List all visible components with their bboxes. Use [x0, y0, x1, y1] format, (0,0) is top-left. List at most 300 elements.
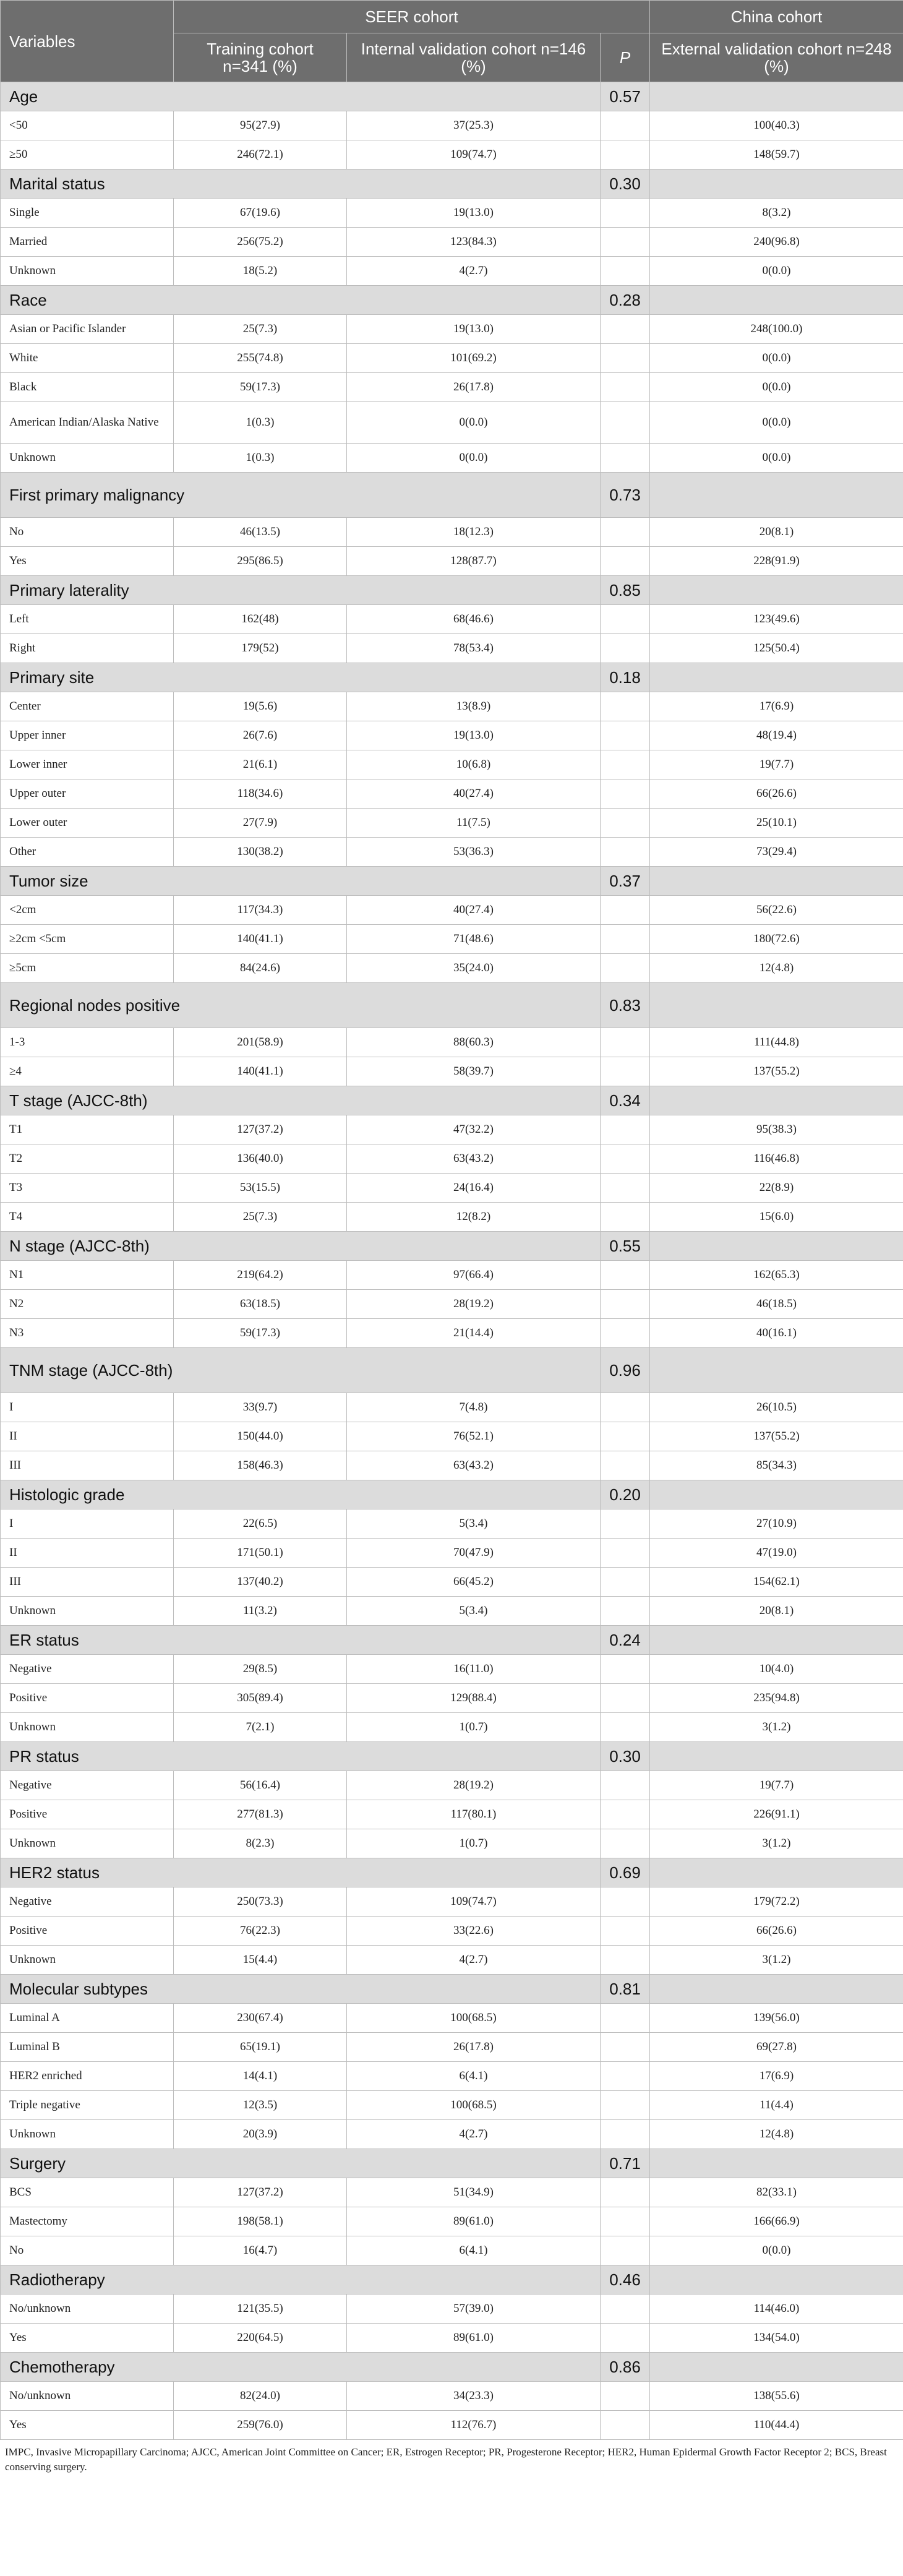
training-value: 171(50.1) — [174, 1539, 347, 1568]
external-value: 3(1.2) — [650, 1829, 903, 1858]
table-row — [1, 2091, 903, 2120]
p-empty-cell — [601, 1887, 650, 1917]
training-value: 59(17.3) — [174, 373, 347, 402]
training-value: 127(37.2) — [174, 2178, 347, 2207]
row-label: Yes — [1, 2411, 174, 2440]
p-empty-cell — [601, 2120, 650, 2149]
table-row — [1, 1174, 903, 1203]
row-label: T4 — [1, 1203, 174, 1232]
table-row — [1, 809, 903, 838]
section-empty-cell — [650, 1626, 903, 1655]
p-empty-cell — [601, 518, 650, 547]
external-value: 19(7.7) — [650, 1771, 903, 1800]
p-empty-cell — [601, 779, 650, 809]
row-label: Black — [1, 373, 174, 402]
p-empty-cell — [601, 2178, 650, 2207]
internal-value: 57(39.0) — [347, 2295, 601, 2324]
section-title: Tumor size — [1, 867, 601, 896]
p-empty-cell — [601, 2324, 650, 2353]
training-value: 198(58.1) — [174, 2207, 347, 2236]
training-value: 150(44.0) — [174, 1422, 347, 1451]
row-label: T2 — [1, 1144, 174, 1174]
internal-value: 24(16.4) — [347, 1174, 601, 1203]
training-value: 220(64.5) — [174, 2324, 347, 2353]
external-value: 134(54.0) — [650, 2324, 903, 2353]
table-row — [1, 1319, 903, 1348]
external-value: 27(10.9) — [650, 1509, 903, 1539]
external-value: 12(4.8) — [650, 954, 903, 983]
section-header-row — [1, 1348, 903, 1393]
external-value: 139(56.0) — [650, 2004, 903, 2033]
row-label: I — [1, 1393, 174, 1422]
row-label: N3 — [1, 1319, 174, 1348]
internal-value: 26(17.8) — [347, 2033, 601, 2062]
external-value: 0(0.0) — [650, 344, 903, 373]
section-header-row — [1, 170, 903, 199]
section-p-value: 0.18 — [601, 663, 650, 692]
row-label: Unknown — [1, 1946, 174, 1975]
section-title: Chemotherapy — [1, 2353, 601, 2382]
p-empty-cell — [601, 111, 650, 140]
external-value: 11(4.4) — [650, 2091, 903, 2120]
internal-value: 11(7.5) — [347, 809, 601, 838]
internal-value: 28(19.2) — [347, 1290, 601, 1319]
p-empty-cell — [601, 1800, 650, 1829]
row-label: 1-3 — [1, 1028, 174, 1057]
p-empty-cell — [601, 1028, 650, 1057]
section-p-value: 0.46 — [601, 2265, 650, 2295]
row-label: Center — [1, 692, 174, 721]
external-value: 40(16.1) — [650, 1319, 903, 1348]
p-empty-cell — [601, 2295, 650, 2324]
training-value: 59(17.3) — [174, 1319, 347, 1348]
p-empty-cell — [601, 1057, 650, 1086]
external-value: 46(18.5) — [650, 1290, 903, 1319]
section-header-row — [1, 1480, 903, 1509]
table-row — [1, 2033, 903, 2062]
p-empty-cell — [601, 344, 650, 373]
external-value: 100(40.3) — [650, 111, 903, 140]
internal-value: 109(74.7) — [347, 140, 601, 170]
training-value: 305(89.4) — [174, 1684, 347, 1713]
section-p-value: 0.71 — [601, 2149, 650, 2178]
section-header-row — [1, 1626, 903, 1655]
external-value: 226(91.1) — [650, 1800, 903, 1829]
row-label: Left — [1, 605, 174, 634]
training-value: 140(41.1) — [174, 925, 347, 954]
section-header-row — [1, 473, 903, 518]
table-row — [1, 315, 903, 344]
row-label: III — [1, 1568, 174, 1597]
table-row — [1, 1144, 903, 1174]
training-value: 259(76.0) — [174, 2411, 347, 2440]
internal-value: 34(23.3) — [347, 2382, 601, 2411]
row-label: N1 — [1, 1261, 174, 1290]
section-empty-cell — [650, 576, 903, 605]
row-label: ≥50 — [1, 140, 174, 170]
p-empty-cell — [601, 1319, 650, 1348]
table-row — [1, 1261, 903, 1290]
row-label: II — [1, 1539, 174, 1568]
p-empty-cell — [601, 315, 650, 344]
training-value: 53(15.5) — [174, 1174, 347, 1203]
training-value: 137(40.2) — [174, 1568, 347, 1597]
training-value: 18(5.2) — [174, 257, 347, 286]
table-row — [1, 1509, 903, 1539]
table-row — [1, 402, 903, 444]
training-value: 11(3.2) — [174, 1597, 347, 1626]
external-value: 154(62.1) — [650, 1568, 903, 1597]
table-row — [1, 1290, 903, 1319]
p-empty-cell — [601, 2004, 650, 2033]
external-value: 228(91.9) — [650, 547, 903, 576]
training-value: 219(64.2) — [174, 1261, 347, 1290]
internal-value: 4(2.7) — [347, 2120, 601, 2149]
table-row — [1, 2120, 903, 2149]
training-value: 127(37.2) — [174, 1115, 347, 1144]
row-label: Luminal B — [1, 2033, 174, 2062]
row-label: Negative — [1, 1655, 174, 1684]
training-value: 14(4.1) — [174, 2062, 347, 2091]
p-empty-cell — [601, 1451, 650, 1480]
section-empty-cell — [650, 983, 903, 1028]
internal-value: 123(84.3) — [347, 228, 601, 257]
section-empty-cell — [650, 2149, 903, 2178]
section-title: Primary laterality — [1, 576, 601, 605]
section-header-row — [1, 1742, 903, 1771]
section-empty-cell — [650, 1480, 903, 1509]
row-label: Negative — [1, 1887, 174, 1917]
table-row — [1, 2004, 903, 2033]
training-value: 26(7.6) — [174, 721, 347, 750]
external-value: 85(34.3) — [650, 1451, 903, 1480]
section-title: Race — [1, 286, 601, 315]
training-value: 246(72.1) — [174, 140, 347, 170]
row-label: T1 — [1, 1115, 174, 1144]
header-p-value: P — [601, 33, 650, 82]
table-row — [1, 954, 903, 983]
row-label: American Indian/Alaska Native — [1, 402, 174, 444]
section-empty-cell — [650, 1086, 903, 1115]
table-row — [1, 344, 903, 373]
row-label: Unknown — [1, 257, 174, 286]
p-empty-cell — [601, 838, 650, 867]
training-value: 21(6.1) — [174, 750, 347, 779]
table-row — [1, 721, 903, 750]
table-row — [1, 2411, 903, 2440]
section-p-value: 0.73 — [601, 473, 650, 518]
table-body — [1, 82, 903, 2440]
training-value: 230(67.4) — [174, 2004, 347, 2033]
section-empty-cell — [650, 82, 903, 111]
internal-value: 4(2.7) — [347, 257, 601, 286]
section-header-row — [1, 983, 903, 1028]
table-row — [1, 1946, 903, 1975]
external-value: 166(66.9) — [650, 2207, 903, 2236]
training-value: 295(86.5) — [174, 547, 347, 576]
section-p-value: 0.37 — [601, 867, 650, 896]
row-label: Luminal A — [1, 2004, 174, 2033]
section-header-row — [1, 82, 903, 111]
section-header-row — [1, 1975, 903, 2004]
internal-value: 71(48.6) — [347, 925, 601, 954]
row-label: Negative — [1, 1771, 174, 1800]
section-p-value: 0.55 — [601, 1232, 650, 1261]
training-value: 118(34.6) — [174, 779, 347, 809]
p-empty-cell — [601, 1261, 650, 1290]
training-value: 117(34.3) — [174, 896, 347, 925]
section-header-row — [1, 286, 903, 315]
table-row — [1, 199, 903, 228]
training-value: 16(4.7) — [174, 2236, 347, 2265]
row-label: Yes — [1, 2324, 174, 2353]
p-empty-cell — [601, 1144, 650, 1174]
row-label: Unknown — [1, 2120, 174, 2149]
training-value: 158(46.3) — [174, 1451, 347, 1480]
external-value: 66(26.6) — [650, 779, 903, 809]
section-title: Marital status — [1, 170, 601, 199]
internal-value: 37(25.3) — [347, 111, 601, 140]
internal-value: 128(87.7) — [347, 547, 601, 576]
training-value: 29(8.5) — [174, 1655, 347, 1684]
header-variables: Variables — [1, 1, 174, 82]
section-empty-cell — [650, 2265, 903, 2295]
table-row — [1, 692, 903, 721]
row-label: Upper outer — [1, 779, 174, 809]
p-empty-cell — [601, 199, 650, 228]
table-footnote: IMPC, Invasive Micropapillary Carcinoma; AJCC, American Joint Committee on Cancer; ER, Estrogen Receptor; PR, Progesterone Receptor; HER2, Human Epidermal Growth Factor Receptor 2; BCS, Breast conserving surgery. — [5, 2446, 887, 2473]
training-value: 84(24.6) — [174, 954, 347, 983]
row-label: I — [1, 1509, 174, 1539]
p-empty-cell — [601, 1509, 650, 1539]
external-value: 235(94.8) — [650, 1684, 903, 1713]
external-value: 82(33.1) — [650, 2178, 903, 2207]
internal-value: 100(68.5) — [347, 2004, 601, 2033]
training-value: 255(74.8) — [174, 344, 347, 373]
training-value: 130(38.2) — [174, 838, 347, 867]
row-label: Unknown — [1, 1713, 174, 1742]
internal-value: 12(8.2) — [347, 1203, 601, 1232]
external-value: 114(46.0) — [650, 2295, 903, 2324]
section-header-row — [1, 867, 903, 896]
internal-value: 19(13.0) — [347, 721, 601, 750]
internal-value: 0(0.0) — [347, 402, 601, 444]
external-value: 162(65.3) — [650, 1261, 903, 1290]
training-value: 12(3.5) — [174, 2091, 347, 2120]
table-row — [1, 1829, 903, 1858]
section-title: Molecular subtypes — [1, 1975, 601, 2004]
p-empty-cell — [601, 257, 650, 286]
internal-value: 53(36.3) — [347, 838, 601, 867]
table-row — [1, 1684, 903, 1713]
internal-value: 100(68.5) — [347, 2091, 601, 2120]
internal-value: 7(4.8) — [347, 1393, 601, 1422]
p-empty-cell — [601, 228, 650, 257]
table-row — [1, 838, 903, 867]
internal-value: 70(47.9) — [347, 1539, 601, 1568]
training-value: 65(19.1) — [174, 2033, 347, 2062]
external-value: 116(46.8) — [650, 1144, 903, 1174]
p-empty-cell — [601, 1393, 650, 1422]
row-label: Unknown — [1, 1597, 174, 1626]
row-label: ≥4 — [1, 1057, 174, 1086]
p-empty-cell — [601, 721, 650, 750]
section-title: T stage (AJCC-8th) — [1, 1086, 601, 1115]
row-label: Yes — [1, 547, 174, 576]
section-p-value: 0.57 — [601, 82, 650, 111]
internal-value: 112(76.7) — [347, 2411, 601, 2440]
table-row — [1, 228, 903, 257]
external-value: 138(55.6) — [650, 2382, 903, 2411]
p-empty-cell — [601, 809, 650, 838]
section-p-value: 0.69 — [601, 1858, 650, 1887]
table-row — [1, 2062, 903, 2091]
internal-value: 28(19.2) — [347, 1771, 601, 1800]
training-value: 277(81.3) — [174, 1800, 347, 1829]
p-empty-cell — [601, 2033, 650, 2062]
section-header-row — [1, 1858, 903, 1887]
section-p-value: 0.20 — [601, 1480, 650, 1509]
table-row — [1, 1655, 903, 1684]
external-value: 20(8.1) — [650, 518, 903, 547]
section-header-row — [1, 1086, 903, 1115]
row-label: <2cm — [1, 896, 174, 925]
row-label: No/unknown — [1, 2295, 174, 2324]
internal-value: 0(0.0) — [347, 444, 601, 473]
table-row — [1, 111, 903, 140]
training-value: 27(7.9) — [174, 809, 347, 838]
external-value: 179(72.2) — [650, 1887, 903, 1917]
row-label: Upper inner — [1, 721, 174, 750]
table-row — [1, 2178, 903, 2207]
row-label: Positive — [1, 1800, 174, 1829]
table-row — [1, 1568, 903, 1597]
row-label: Positive — [1, 1917, 174, 1946]
table-row — [1, 2382, 903, 2411]
table-row — [1, 1203, 903, 1232]
internal-value: 89(61.0) — [347, 2207, 601, 2236]
external-value: 3(1.2) — [650, 1946, 903, 1975]
row-label: III — [1, 1451, 174, 1480]
external-value: 3(1.2) — [650, 1713, 903, 1742]
external-value: 10(4.0) — [650, 1655, 903, 1684]
p-empty-cell — [601, 1829, 650, 1858]
training-value: 140(41.1) — [174, 1057, 347, 1086]
table-row — [1, 1917, 903, 1946]
training-value: 15(4.4) — [174, 1946, 347, 1975]
header-china-cohort: China cohort — [650, 1, 903, 33]
internal-value: 101(69.2) — [347, 344, 601, 373]
internal-value: 68(46.6) — [347, 605, 601, 634]
external-value: 12(4.8) — [650, 2120, 903, 2149]
section-p-value: 0.86 — [601, 2353, 650, 2382]
section-p-value: 0.30 — [601, 1742, 650, 1771]
p-empty-cell — [601, 1203, 650, 1232]
section-title: Age — [1, 82, 601, 111]
section-title: HER2 status — [1, 1858, 601, 1887]
external-value: 137(55.2) — [650, 1057, 903, 1086]
p-empty-cell — [601, 2411, 650, 2440]
p-empty-cell — [601, 1771, 650, 1800]
section-empty-cell — [650, 1232, 903, 1261]
internal-value: 35(24.0) — [347, 954, 601, 983]
table-row — [1, 634, 903, 663]
internal-value: 4(2.7) — [347, 1946, 601, 1975]
internal-value: 88(60.3) — [347, 1028, 601, 1057]
p-empty-cell — [601, 1568, 650, 1597]
external-value: 66(26.6) — [650, 1917, 903, 1946]
p-empty-cell — [601, 373, 650, 402]
section-title: Surgery — [1, 2149, 601, 2178]
p-empty-cell — [601, 547, 650, 576]
p-empty-cell — [601, 2207, 650, 2236]
section-title: N stage (AJCC-8th) — [1, 1232, 601, 1261]
training-value: 46(13.5) — [174, 518, 347, 547]
external-value: 47(19.0) — [650, 1539, 903, 1568]
training-value: 33(9.7) — [174, 1393, 347, 1422]
section-empty-cell — [650, 1348, 903, 1393]
internal-value: 19(13.0) — [347, 315, 601, 344]
table-row — [1, 1539, 903, 1568]
internal-value: 1(0.7) — [347, 1829, 601, 1858]
external-value: 25(10.1) — [650, 809, 903, 838]
external-value: 20(8.1) — [650, 1597, 903, 1626]
row-label: Asian or Pacific Islander — [1, 315, 174, 344]
section-header-row — [1, 576, 903, 605]
section-title: Radiotherapy — [1, 2265, 601, 2295]
internal-value: 66(45.2) — [347, 1568, 601, 1597]
section-header-row — [1, 2149, 903, 2178]
section-empty-cell — [650, 663, 903, 692]
row-label: Single — [1, 199, 174, 228]
section-p-value: 0.83 — [601, 983, 650, 1028]
internal-value: 63(43.2) — [347, 1144, 601, 1174]
row-label: Lower outer — [1, 809, 174, 838]
training-value: 1(0.3) — [174, 402, 347, 444]
section-header-row — [1, 2353, 903, 2382]
table-row — [1, 1115, 903, 1144]
external-value: 240(96.8) — [650, 228, 903, 257]
section-header-row — [1, 1232, 903, 1261]
external-value: 0(0.0) — [650, 402, 903, 444]
table-row — [1, 547, 903, 576]
training-value: 22(6.5) — [174, 1509, 347, 1539]
external-value: 137(55.2) — [650, 1422, 903, 1451]
external-value: 0(0.0) — [650, 373, 903, 402]
external-value: 17(6.9) — [650, 692, 903, 721]
internal-value: 129(88.4) — [347, 1684, 601, 1713]
section-empty-cell — [650, 1975, 903, 2004]
row-label: Triple negative — [1, 2091, 174, 2120]
training-value: 67(19.6) — [174, 199, 347, 228]
table-row — [1, 1713, 903, 1742]
external-value: 26(10.5) — [650, 1393, 903, 1422]
table-row — [1, 2236, 903, 2265]
p-empty-cell — [601, 1917, 650, 1946]
section-header-row — [1, 2265, 903, 2295]
row-label: No — [1, 2236, 174, 2265]
p-empty-cell — [601, 1422, 650, 1451]
table-row — [1, 1057, 903, 1086]
table-row — [1, 1771, 903, 1800]
training-value: 201(58.9) — [174, 1028, 347, 1057]
internal-value: 78(53.4) — [347, 634, 601, 663]
section-empty-cell — [650, 2353, 903, 2382]
p-empty-cell — [601, 954, 650, 983]
internal-value: 1(0.7) — [347, 1713, 601, 1742]
row-label: <50 — [1, 111, 174, 140]
internal-value: 40(27.4) — [347, 896, 601, 925]
